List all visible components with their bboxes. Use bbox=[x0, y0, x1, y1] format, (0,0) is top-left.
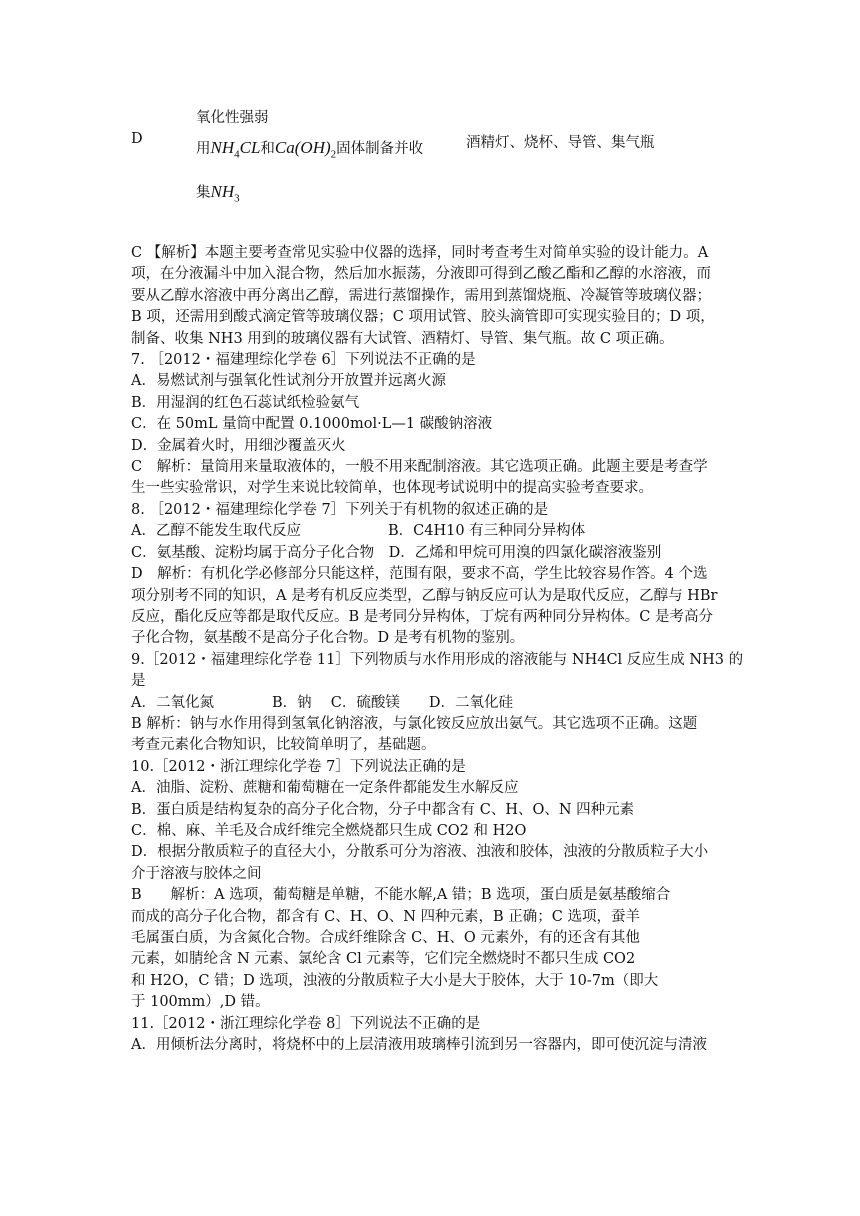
formula-sub: 2 bbox=[330, 148, 337, 161]
option-line: C．氨基酸、淀粉均属于高分子化合物 D．乙烯和甲烷可用溴的四氯化碳溶液鉴别 bbox=[131, 544, 662, 561]
option-line: A．用倾析法分离时，将烧杯中的上层清液用玻璃棒引流到另一容器内，即可使沉淀与清液 bbox=[131, 1037, 707, 1054]
option-line: A．油脂、淀粉、蔗糖和葡萄糖在一定条件都能发生水解反应 bbox=[131, 780, 519, 797]
text-line: 要从乙醇水溶液中再分离出乙醇，需进行蒸馏操作，需用到蒸馏烧瓶、冷凝管等玻璃仪器； bbox=[131, 287, 711, 304]
formula-nh4cl bbox=[210, 138, 261, 161]
text-line: 项分别考不同的知识，A 是考有机反应类型，乙醇与钠反应可认为是取代反应，乙醇与 HBr bbox=[131, 587, 718, 604]
option-line: D．金属着火时，用细沙覆盖灭火 bbox=[131, 437, 346, 454]
formula-part: NH bbox=[210, 138, 235, 157]
text-line: 考查元素化合物知识，比较简单明了，基础题。 bbox=[131, 737, 436, 754]
text: 和 bbox=[260, 141, 275, 157]
text-line: B 项，还需用到酸式滴定管等玻璃仪器；C 项用试管、胶头滴管即可实现实验目的；D 项， bbox=[131, 309, 715, 326]
text: 集 bbox=[196, 185, 211, 202]
text-line: 子化合物，氨基酸不是高分子化合物。D 是考有机物的鉴别。 bbox=[131, 630, 525, 647]
question-title: 7. ［2012・福建理综化学卷 6］下列说法不正确的是 bbox=[131, 352, 476, 369]
text-line: 项，在分液漏斗中加入混合物，然后加水振荡，分液即可得到乙酸乙酯和乙醇的水溶液，而 bbox=[131, 266, 711, 283]
question-title: 10.［2012・浙江理综化学卷 7］下列说法正确的是 bbox=[131, 758, 466, 775]
question-title: 是 bbox=[131, 673, 146, 690]
table-cell-line bbox=[196, 182, 423, 208]
text-line: 于 100mm）,D 错。 bbox=[131, 994, 270, 1011]
table-cell-experiment bbox=[196, 108, 423, 209]
document-body bbox=[131, 243, 744, 1056]
formula-part: Ca(OH) bbox=[274, 138, 331, 157]
formula-part: CL bbox=[239, 138, 261, 157]
formula-sub: 3 bbox=[234, 192, 240, 205]
table-row-letter: D bbox=[131, 131, 143, 147]
text-line: C 解析：量筒用来量取液体的，一般不用来配制溶液。其它选项正确。此题主要是考查学 bbox=[131, 459, 708, 476]
text-line: 毛属蛋白质，为含氮化合物。合成纤维除含 C、H、O 元素外，有的还含有其他 bbox=[131, 930, 640, 946]
formula-sub: 4 bbox=[234, 148, 240, 161]
option-line: D．根据分散质粒子的直径大小，分散系可分为溶液、浊液和胶体，浊液的分散质粒子大小 bbox=[131, 844, 709, 861]
formula-caoh2 bbox=[274, 138, 337, 161]
option-line: A．二氧化氮 B．钠 C．硫酸镁 D．二氧化硅 bbox=[131, 694, 513, 711]
text-line: 元素，如腈纶含 N 元素、氯纶含 Cl 元素等，它们完全燃烧时不都只生成 CO2 bbox=[131, 951, 636, 968]
formula-part: NH bbox=[210, 182, 235, 202]
option-line: A．易燃试剂与强氧化性试剂分开放置并远离火源 bbox=[131, 373, 446, 390]
option-line: C．在 50mL 量筒中配置 0.1000mol·L—1 碳酸钠溶液 bbox=[131, 416, 493, 433]
table-cell-line bbox=[196, 138, 423, 164]
table-cell-line: 氧化性强弱 bbox=[196, 110, 269, 126]
text: 固体制备并收 bbox=[336, 141, 424, 157]
text-line: 而成的高分子化合物，都含有 C、H、O、N 四种元素，B 正确；C 选项，蚕羊 bbox=[131, 908, 640, 925]
text-line: 生一些实验常识，对学生来说比较简单，也体现考试说明中的提高实验考查要求。 bbox=[131, 480, 653, 497]
text-line: B 解析：A 选项，葡萄糖是单糖，不能水解,A 错；B 选项，蛋白质是氨基酸缩合 bbox=[131, 887, 671, 904]
option-line: A．乙醇不能发生取代反应 B．C4H10 有三种同分异构体 bbox=[131, 523, 586, 540]
text-line: D 解析：有机化学必修部分只能这样，范围有限，要求不高，学生比较容易作答。4 个选 bbox=[131, 566, 708, 583]
question-title: 11.［2012・浙江理综化学卷 8］下列说法不正确的是 bbox=[131, 1015, 481, 1032]
option-line: 介于溶液与胶体之间 bbox=[131, 865, 262, 882]
option-line: C．棉、麻、羊毛及合成纤维完全燃烧都只生成 CO2 和 H2O bbox=[131, 822, 527, 839]
option-line: B．蛋白质是结构复杂的高分子化合物，分子中都含有 C、H、O、N 四种元素 bbox=[131, 801, 635, 818]
text: 用 bbox=[196, 141, 211, 157]
text-line: 和 H2O，C 错；D 选项，浊液的分散质粒子大小是大于胶体，大于 10-7m（即大 bbox=[131, 972, 659, 989]
option-line: B．用湿润的红色石蕊试纸检验氨气 bbox=[131, 394, 360, 411]
question-title: 9.［2012・福建理综化学卷 11］下列物质与水作用形成的溶液能与 NH4Cl 反应生成 NH3 的 bbox=[131, 651, 744, 668]
table-cell-instruments: 酒精灯、烧杯、导管、集气瓶 bbox=[466, 135, 655, 151]
text-line: C 【解析】本题主要考查常见实验中仪器的选择，同时考查考生对简单实验的设计能力。A bbox=[131, 245, 709, 261]
text-line: 反应，酯化反应等都是取代反应。B 是考同分异构体，丁烷有两种同分异构体。C 是考高分 bbox=[131, 608, 713, 625]
text-line: B 解析：钠与水作用得到氢氧化钠溶液，与氯化铵反应放出氨气。其它选项不正确。这题 bbox=[131, 715, 698, 732]
text-line: 制备、收集 NH3 用到的玻璃仪器有大试管、酒精灯、导管、集气瓶。故 C 项正确。 bbox=[131, 330, 674, 347]
formula-nh3 bbox=[210, 182, 240, 205]
question-title: 8. ［2012・福建理综化学卷 7］下列关于有机物的叙述正确的是 bbox=[131, 501, 549, 518]
